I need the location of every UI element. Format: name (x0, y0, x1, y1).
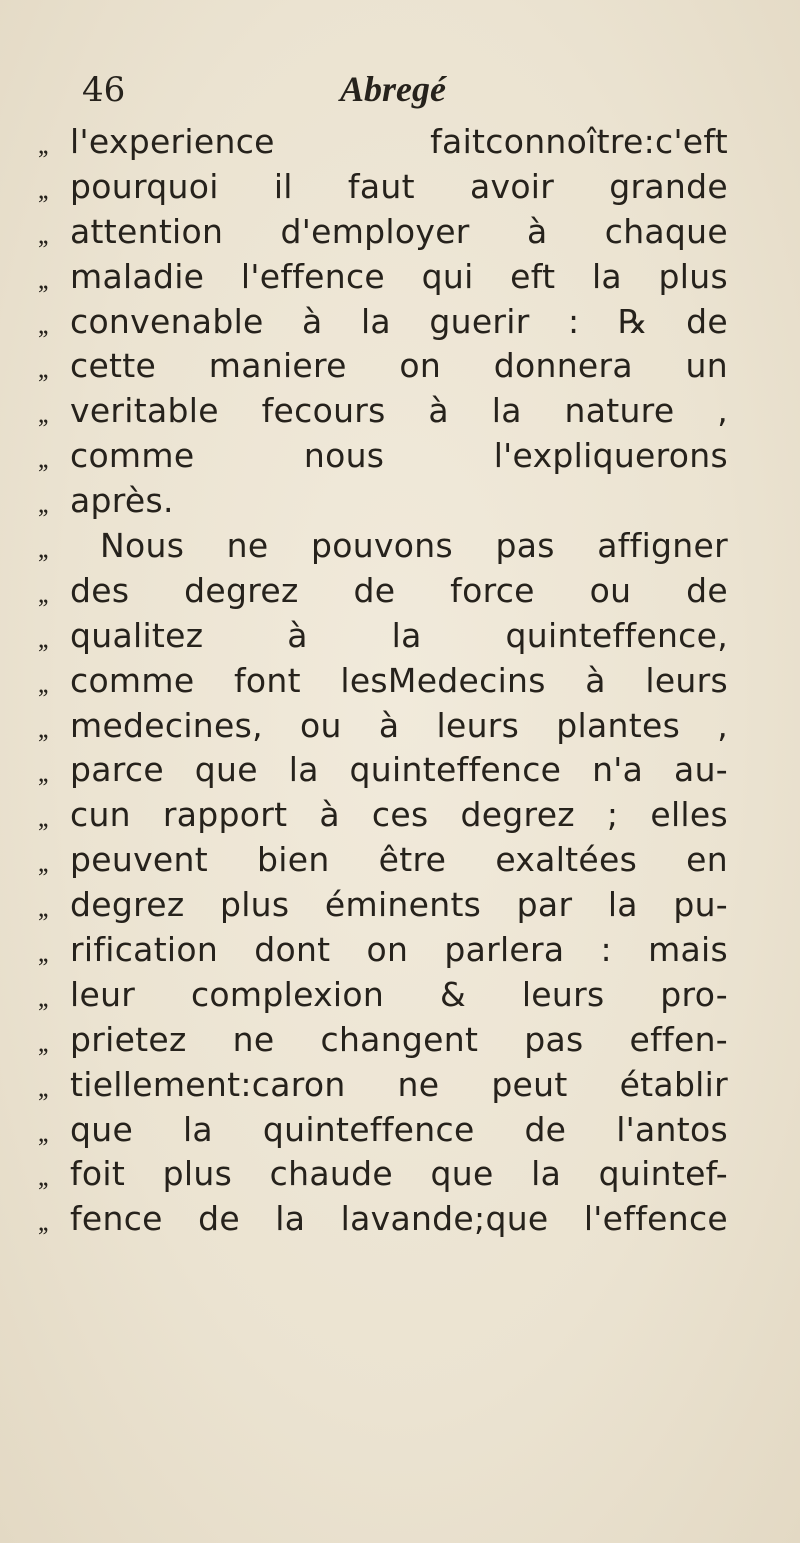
quote-mark: ,, (38, 713, 47, 743)
text-line (38, 659, 728, 704)
line-text: parce que la quinteffence n'a au- (70, 750, 728, 790)
text-line (38, 748, 728, 793)
body-text (38, 120, 728, 1242)
line-text: comme font lesMedecins à leurs (70, 660, 728, 700)
line-text: qualitez à la quinteffence, (70, 615, 728, 655)
quote-mark: ,, (38, 309, 47, 339)
text-line (38, 838, 728, 883)
quote-mark: ,, (38, 489, 47, 519)
text-line (38, 344, 728, 389)
quote-mark: ,, (38, 1117, 47, 1147)
quote-mark: ,, (38, 174, 47, 204)
line-text: cette maniere on donnera un (70, 346, 728, 386)
line-text: veritable fecours à la nature , (70, 391, 728, 431)
text-line (38, 973, 728, 1018)
line-text: cun rapport à ces degrez ; elles (70, 795, 728, 835)
text-line (38, 928, 728, 973)
quote-mark: ,, (38, 578, 47, 608)
text-line (38, 255, 728, 300)
line-text: des degrez de force ou de (70, 570, 728, 610)
text-line (38, 210, 728, 255)
line-text: convenable à la guerir : ℞ de (70, 301, 728, 341)
quote-mark: ,, (38, 803, 47, 833)
text-line (38, 524, 728, 569)
line-text: fence de la lavande;que l'effence (70, 1199, 728, 1239)
text-line (38, 704, 728, 749)
text-line (38, 569, 728, 614)
line-text: tiellement:caron ne peut établir (70, 1064, 728, 1104)
text-line (38, 614, 728, 659)
text-line (38, 165, 728, 210)
line-text: après. (70, 481, 174, 521)
quote-mark: ,, (38, 130, 47, 159)
quote-mark: ,, (38, 893, 47, 923)
line-text: comme nous l'expliquerons (70, 436, 728, 476)
line-text: medecines, ou à leurs plantes , (70, 705, 728, 745)
text-line (38, 120, 728, 165)
page-number: 46 (82, 70, 126, 110)
quote-mark: ,, (38, 758, 47, 788)
line-text: degrez plus éminents par la pu- (70, 885, 728, 925)
line-text: l'experience faitconnoître:c'eft (70, 122, 728, 161)
text-line (38, 883, 728, 928)
line-text: peuvent bien être exaltées en (70, 840, 728, 880)
line-text: pourquoi il faut avoir grande (70, 166, 728, 206)
text-line (38, 1108, 728, 1153)
text-line (38, 1152, 728, 1197)
quote-mark: ,, (38, 1207, 47, 1237)
line-text: leur complexion & leurs pro- (70, 974, 728, 1014)
quote-mark: ,, (38, 848, 47, 878)
quote-mark: ,, (38, 982, 47, 1012)
quote-mark: ,, (38, 1027, 47, 1057)
quote-mark: ,, (38, 264, 47, 294)
line-text: maladie l'effence qui eft la plus (70, 256, 728, 296)
quote-mark: ,, (38, 1072, 47, 1102)
text-line (38, 1197, 728, 1242)
text-line (38, 1063, 728, 1108)
page-header (82, 70, 722, 120)
quote-mark: ,, (38, 534, 47, 564)
quote-mark: ,, (38, 354, 47, 384)
line-text: prietez ne changent pas effen- (70, 1019, 728, 1059)
line-text: Nous ne pouvons pas affigner (100, 526, 728, 566)
line-text: attention d'employer à chaque (70, 211, 728, 251)
text-line (38, 1018, 728, 1063)
line-text: rification dont on parlera : mais (70, 930, 728, 970)
text-line (38, 479, 728, 524)
quote-mark: ,, (38, 219, 47, 249)
line-text: foit plus chaude que la quintef- (70, 1154, 728, 1194)
quote-mark: ,, (38, 938, 47, 968)
text-line (38, 793, 728, 838)
quote-mark: ,, (38, 1162, 47, 1192)
running-title: Abregé (340, 69, 446, 109)
quote-mark: ,, (38, 399, 47, 429)
quote-mark: ,, (38, 444, 47, 474)
quote-mark: ,, (38, 668, 47, 698)
text-line (38, 434, 728, 479)
text-line (38, 300, 728, 345)
quote-mark: ,, (38, 623, 47, 653)
line-text: que la quinteffence de l'antos (70, 1109, 728, 1149)
text-line (38, 389, 728, 434)
